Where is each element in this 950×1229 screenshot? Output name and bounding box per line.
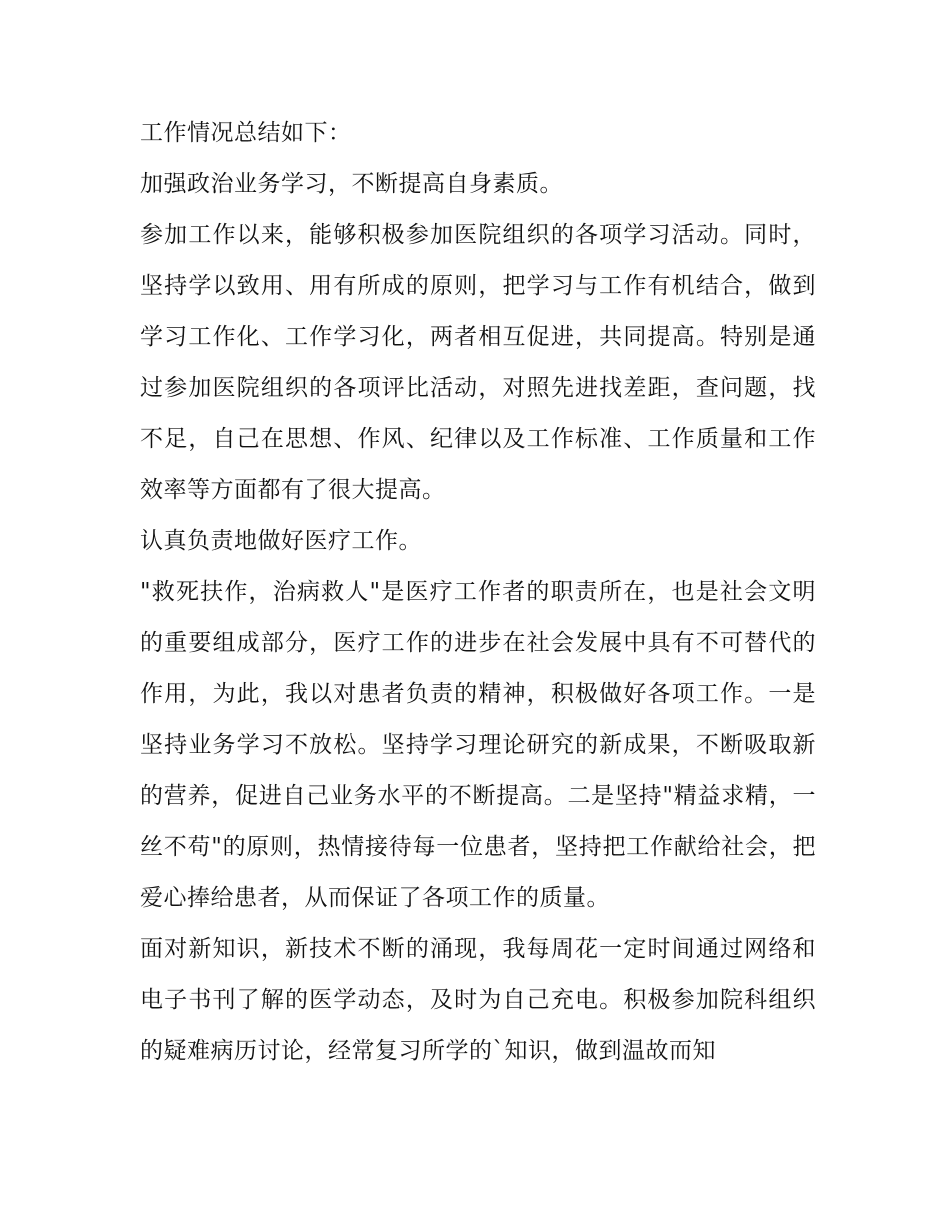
document-body [140,108,816,1077]
paragraph-medical-work-details: "救死扶作，治病救人"是医疗工作者的职责所在，也是社会文明的重要组成部分，医疗工作的进步在社会发展中具有不可替代的作用，为此，我以对患者负责的精神，积极做好各项工作。一是坚持业务学习不放松。坚持学习理论研究的新成果，不断吸取新的营养，促进自己业务水平的不断提高。二是坚持"精益求精，一丝不苟"的原则，热情接待每一位患者，坚持把工作献给社会，把爱心捧给患者，从而保证了各项工作的质量。 [140,579,816,911]
paragraph-heading-study: 加强政治业务学习，不断提高自身素质。 [140,171,563,197]
paragraph-study-details: 参加工作以来，能够积极参加医院组织的各项学习活动。同时，坚持学以致用、用有所成的原则，把学习与工作有机结合，做到学习工作化、工作学习化，两者相互促进，共同提高。特别是通过参加医院组织的各项评比活动，对照先进找差距，查问题，找不足，自己在思想、作风、纪律以及工作标准、工作质量和工作效率等方面都有了很大提高。 [140,222,816,503]
paragraph-new-knowledge: 面对新知识，新技术不断的涌现，我每周花一定时间通过网络和电子书刊了解的医学动态，及时为自己充电。积极参加院科组织的疑难病历讨论，经常复习所学的`知识，做到温故而知 [140,936,816,1064]
paragraph-summary-intro: 工作情况总结如下： [140,120,352,146]
paragraph-heading-medical-work: 认真负责地做好医疗工作。 [140,528,422,554]
